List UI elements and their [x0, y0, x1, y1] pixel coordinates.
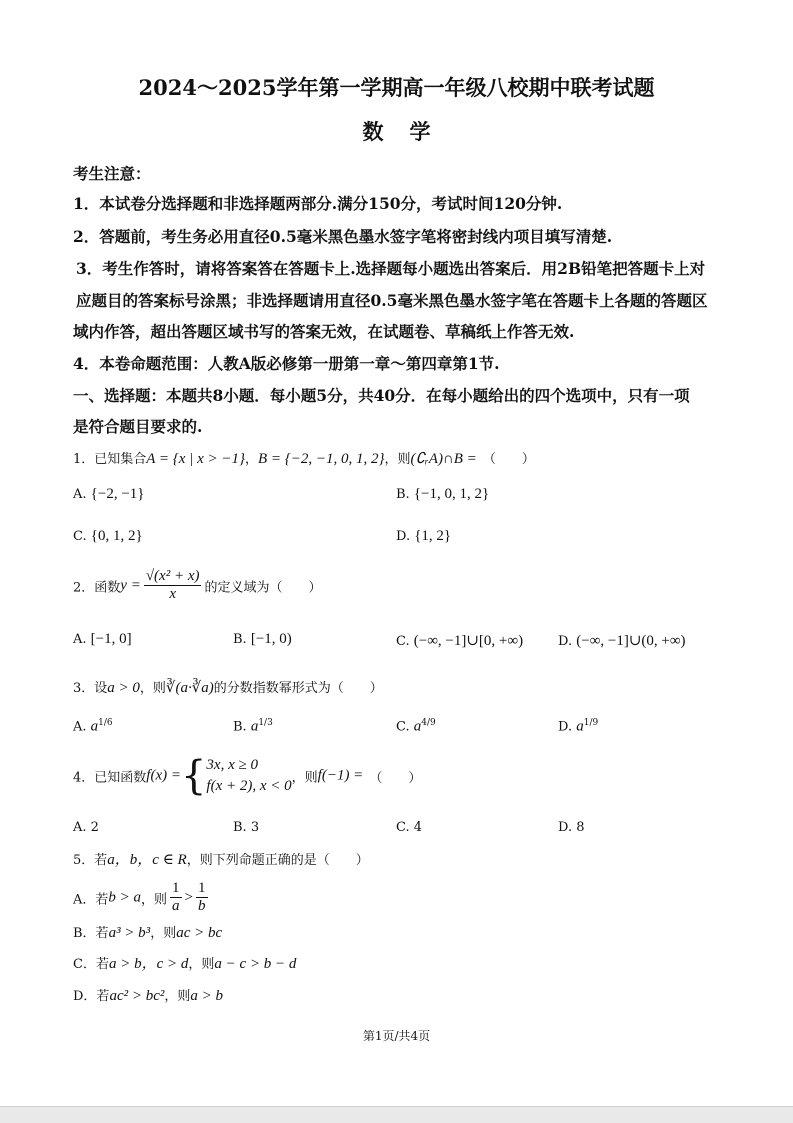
q5-option-a-condition: b > a	[108, 889, 142, 906]
question-5-stem	[73, 848, 369, 869]
section-heading-line2: 是符合题目要求的.	[73, 417, 203, 436]
q3-option-d-label: D.	[558, 719, 573, 735]
q3-option-c	[396, 718, 436, 735]
q4-then: ，则	[291, 770, 318, 786]
q1-option-a-value: {−2, −1}	[90, 486, 145, 502]
q2-prefix: 2．函数	[73, 580, 121, 596]
q2-lhs: y =	[120, 577, 141, 594]
q1-set-a: A = {x | x > −1}	[146, 451, 245, 467]
q2-option-d	[558, 631, 686, 650]
q1-option-d-value: {1, 2}	[414, 528, 452, 544]
q5-option-a-denominator-2: b	[198, 898, 206, 915]
q2-option-a-value: [−1, 0]	[90, 631, 132, 647]
q1-option-b-value: {−1, 0, 1, 2}	[413, 486, 490, 502]
q5-option-b-result: ac > bc	[176, 925, 223, 941]
q3-suffix: 的分数指数幂形式为（ ）	[213, 681, 383, 696]
q5-option-d-condition: ac² > bc²	[109, 988, 165, 1004]
q5-option-a	[73, 880, 211, 916]
q5-option-c-label: C．若	[73, 957, 109, 972]
section-heading-line1: 一、选择题：本题共8小题．每小题5分，共40分．在每小题给出的四个选项中，只有一项	[73, 386, 690, 405]
q5-option-a-fraction-2	[196, 880, 208, 916]
q5-option-a-label: A．若	[73, 892, 109, 908]
q5-option-c	[73, 952, 296, 973]
q1-option-b	[396, 486, 489, 503]
q3-option-b-base: a	[250, 718, 259, 735]
q2-fraction	[144, 568, 202, 604]
q2-option-a	[73, 631, 132, 648]
q2-option-d-value: (−∞, −1]∪(0, +∞)	[576, 633, 686, 649]
q3-option-a-label: A.	[73, 719, 87, 735]
q5-option-d	[73, 985, 223, 1005]
q4-option-c: C. 4	[396, 820, 423, 835]
q1-option-a-label: A.	[73, 487, 87, 502]
q2-option-b-label: B.	[233, 632, 247, 647]
q5-variables: a，b，c ∈ R	[107, 852, 187, 868]
q3-option-c-exponent: 4/9	[421, 718, 436, 728]
q2-option-c	[396, 631, 523, 650]
subject-title: 数学	[362, 119, 457, 144]
q1-option-a	[73, 486, 145, 503]
q3-prefix: 3．设	[73, 681, 108, 696]
q5-option-a-then: ，则	[141, 892, 168, 908]
q5-option-b-label: B．若	[73, 926, 109, 941]
q1-answer-blank: （ ）	[482, 452, 535, 467]
q2-suffix: 的定义域为（ ）	[204, 580, 322, 596]
question-2-stem	[73, 568, 322, 604]
q4-option-d: D. 8	[558, 820, 585, 835]
viewer-bottom-bar	[0, 1106, 793, 1123]
q5-option-a-numerator-2: 1	[196, 880, 208, 898]
q5-option-b	[73, 922, 222, 942]
q2-denominator: x	[169, 586, 176, 603]
q1-separator: ，	[244, 452, 258, 467]
q1-option-c-label: C.	[73, 529, 87, 544]
notice-item-3-line2: 应题目的答案标号涂黑；非选择题请用直径0.5毫米黑色墨水签字笔在答题卡上各题的答题区	[76, 291, 708, 310]
q4-lhs: f(x) =	[146, 767, 181, 784]
q5-option-a-denominator-1: a	[172, 898, 180, 915]
q4-option-a: A. 2	[73, 820, 99, 835]
q1-prefix: 1．已知集合	[73, 452, 147, 467]
question-4-stem	[73, 753, 422, 799]
q4-case-1: 3x, x ≥ 0	[206, 757, 258, 773]
notice-item-3-line3: 域内作答，超出答题区域书写的答案无效，在试题卷、草稿纸上作答无效.	[73, 322, 575, 341]
q3-condition: a > 0	[107, 680, 140, 696]
q1-option-c	[73, 528, 143, 545]
notice-heading: 考生注意：	[73, 164, 151, 183]
q2-option-c-label: C.	[396, 634, 410, 649]
q4-expression: f(−1) =	[317, 767, 364, 784]
q3-option-d-exponent: 1/9	[583, 718, 599, 728]
notice-item-2: 2．答题前，考生务必用直径0.5毫米黑色墨水签字笔将密封线内项目填写清楚.	[73, 227, 613, 246]
q4-case-2: f(x + 2), x < 0	[206, 778, 292, 794]
question-3-stem	[73, 677, 383, 697]
q3-then: ，则	[139, 681, 166, 696]
q3-option-c-base: a	[413, 718, 422, 735]
q2-numerator: √(x² + x)	[144, 568, 202, 586]
q2-option-d-label: D.	[558, 634, 573, 649]
q5-option-b-condition: a³ > b³	[108, 925, 151, 941]
q4-prefix: 4．已知函数	[73, 770, 147, 786]
q1-expression: (∁ᵣA)∩B =	[410, 451, 477, 467]
q2-option-c-value: (−∞, −1]∪[0, +∞)	[413, 633, 524, 649]
q3-option-d	[558, 718, 598, 735]
q2-option-a-label: A.	[73, 632, 87, 647]
q1-set-b: B = {−2, −1, 0, 1, 2}	[258, 451, 385, 467]
q3-option-a-exponent: 1/6	[98, 718, 113, 728]
q3-option-b	[233, 718, 273, 735]
question-1-stem	[73, 448, 535, 468]
q4-answer-blank: （ ）	[369, 770, 422, 786]
q5-suffix: ，则下列命题正确的是（ ）	[186, 853, 369, 868]
q1-option-b-label: B.	[396, 487, 410, 502]
q5-option-a-numerator-1: 1	[170, 880, 182, 898]
q3-expression: ∛(a·∛a)	[165, 680, 214, 696]
q2-option-b-value: [−1, 0)	[250, 631, 292, 647]
notice-item-4: 4．本卷命题范围：人教A版必修第一册第一章～第四章第1节.	[73, 354, 500, 373]
q1-option-c-value: {0, 1, 2}	[90, 528, 143, 544]
q4-left-brace: {	[180, 753, 207, 799]
q3-option-d-base: a	[576, 718, 584, 735]
notice-item-3-line1: 3．考生作答时，请将答案答在答题卡上.选择题每小题选出答案后．用2B铅笔把答题卡上对	[76, 259, 706, 278]
q4-piecewise	[180, 753, 292, 799]
q5-option-d-label: D．若	[73, 989, 110, 1004]
q5-option-c-then: ，则	[188, 957, 215, 972]
page-number: 第1页/共4页	[362, 1029, 431, 1043]
q3-option-b-label: B.	[233, 719, 247, 735]
q5-option-d-then: ，则	[164, 989, 191, 1004]
q1-option-d	[396, 528, 451, 545]
q1-option-d-label: D.	[396, 529, 411, 544]
q4-option-b: B. 3	[233, 820, 260, 835]
q5-option-b-then: ，则	[150, 926, 177, 941]
q5-option-d-result: a > b	[190, 988, 224, 1004]
q5-option-a-greater-than: >	[184, 889, 193, 906]
q5-option-c-result: a − c > b − d	[214, 956, 297, 972]
q5-option-a-fraction-1	[170, 880, 182, 916]
q3-option-b-exponent: 1/3	[258, 718, 273, 728]
q2-option-b	[233, 631, 292, 648]
q3-option-c-label: C.	[396, 719, 410, 735]
q1-then: ，则	[384, 452, 411, 467]
q5-option-c-condition: a > b，c > d	[108, 956, 189, 972]
q3-option-a	[73, 718, 113, 735]
exam-title: 2024～2025学年第一学期高一年级八校期中联考试题	[138, 75, 655, 100]
notice-item-1: 1．本试卷分选择题和非选择题两部分.满分150分，考试时间120分钟.	[73, 194, 563, 213]
q3-option-a-base: a	[90, 718, 99, 735]
q5-prefix: 5．若	[73, 853, 108, 868]
